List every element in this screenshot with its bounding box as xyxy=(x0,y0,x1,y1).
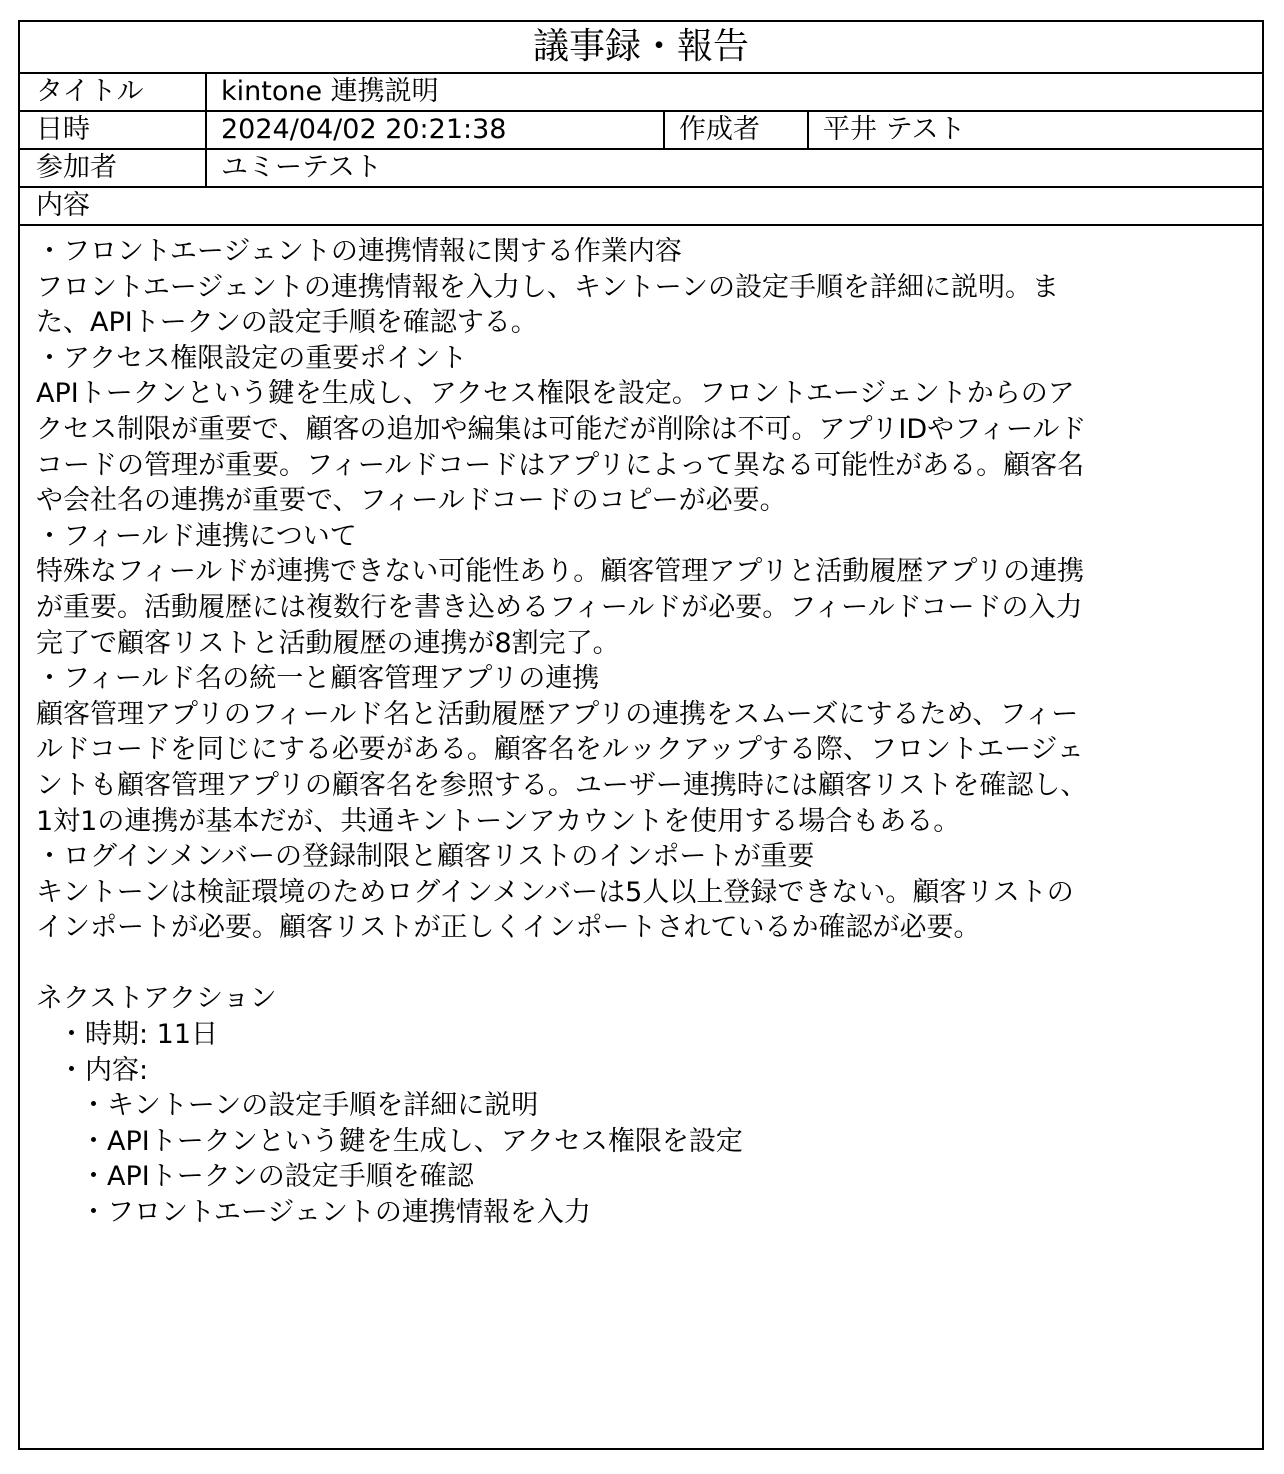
body-line: ・フィールド連携について xyxy=(36,520,357,552)
body-line: ルドコードを同じにする必要がある。顧客名をルックアップする際、フロントエージェ xyxy=(36,734,1084,766)
datetime-row xyxy=(20,111,1262,149)
body-line: ントも顧客管理アプリの顧客名を参照する。ユーザー連携時には顧客リストを確認し、 xyxy=(36,769,1088,801)
participants-value: ユミーテスト xyxy=(206,149,1262,187)
minutes-sheet xyxy=(18,20,1264,1450)
content-body xyxy=(20,226,1262,1231)
title-label: タイトル xyxy=(20,74,206,111)
body-line: ・フロントエージェントの連携情報に関する作業内容 xyxy=(36,236,682,267)
body-line: フロントエージェントの連携情報を入力し、キントーンの設定手順を詳細に説明。ま xyxy=(36,271,1060,303)
blank-line xyxy=(36,946,1248,982)
body-line: ・ログインメンバーの登録制限と顧客リストのインポートが重要 xyxy=(36,841,815,873)
body-line: 顧客管理アプリのフィールド名と活動履歴アプリの連携をスムーズにするため、フィー xyxy=(36,698,1079,730)
body-line: 1対1の連携が基本だが、共通キントーンアカウントを使用する場合もある。 xyxy=(36,805,961,837)
next-action-item: ・APIトークンという鍵を生成し、アクセス権限を設定 xyxy=(80,1125,743,1157)
body-line: 特殊なフィールドが連携できない可能性あり。顧客管理アプリと活動履歴アプリの連携 xyxy=(36,556,1085,588)
body-line: や会社名の連携が重要で、フィールドコードのコピーが必要。 xyxy=(36,485,787,517)
author-label: 作成者 xyxy=(664,111,808,149)
next-action-item: ・APIトークンの設定手順を確認 xyxy=(80,1161,474,1193)
datetime-label: 日時 xyxy=(20,111,206,149)
document-title: 議事録・報告 xyxy=(20,22,1262,74)
body-line: キントーンは検証環境のためログインメンバーは5人以上登録できない。顧客リストの xyxy=(36,876,1074,908)
participants-label: 参加者 xyxy=(20,149,206,187)
meta-table xyxy=(20,74,1262,226)
body-line: 完了で顧客リストと活動履歴の連携が8割完了。 xyxy=(36,627,620,659)
participants-row xyxy=(20,149,1262,187)
next-action-heading: ネクストアクション xyxy=(36,983,277,1015)
body-line: ・アクセス権限設定の重要ポイント xyxy=(36,342,468,374)
body-line: ・フィールド名の統一と顧客管理アプリの連携 xyxy=(36,663,600,695)
content-label-row xyxy=(20,187,1262,225)
body-line: クセス制限が重要で、顧客の追加や編集は可能だが削除は不可。アプリIDやフィールド xyxy=(36,413,1087,445)
author-value: 平井 テスト xyxy=(808,111,1262,149)
body-line: た、APIトークンの設定手順を確認する。 xyxy=(36,307,538,339)
next-action-content-label: ・内容: xyxy=(58,1054,149,1086)
next-action-item: ・フロントエージェントの連携情報を入力 xyxy=(80,1197,591,1229)
title-row xyxy=(20,74,1262,111)
body-line: が重要。活動履歴には複数行を書き込めるフィールドが必要。フィールドコードの入力 xyxy=(36,591,1083,623)
title-value: kintone 連携説明 xyxy=(206,74,1262,111)
content-label: 内容 xyxy=(20,187,1262,225)
body-line: コードの管理が重要。フィールドコードはアプリによって異なる可能性がある。顧客名 xyxy=(36,449,1085,481)
datetime-value: 2024/04/02 20:21:38 xyxy=(206,111,664,149)
body-line: APIトークンという鍵を生成し、アクセス権限を設定。フロントエージェントからのア xyxy=(36,378,1075,410)
next-action-item: ・キントーンの設定手順を詳細に説明 xyxy=(80,1090,539,1122)
next-action-period: ・時期: 11日 xyxy=(58,1019,219,1051)
body-line: インポートが必要。顧客リストが正しくインポートされているか確認が必要。 xyxy=(36,912,981,944)
